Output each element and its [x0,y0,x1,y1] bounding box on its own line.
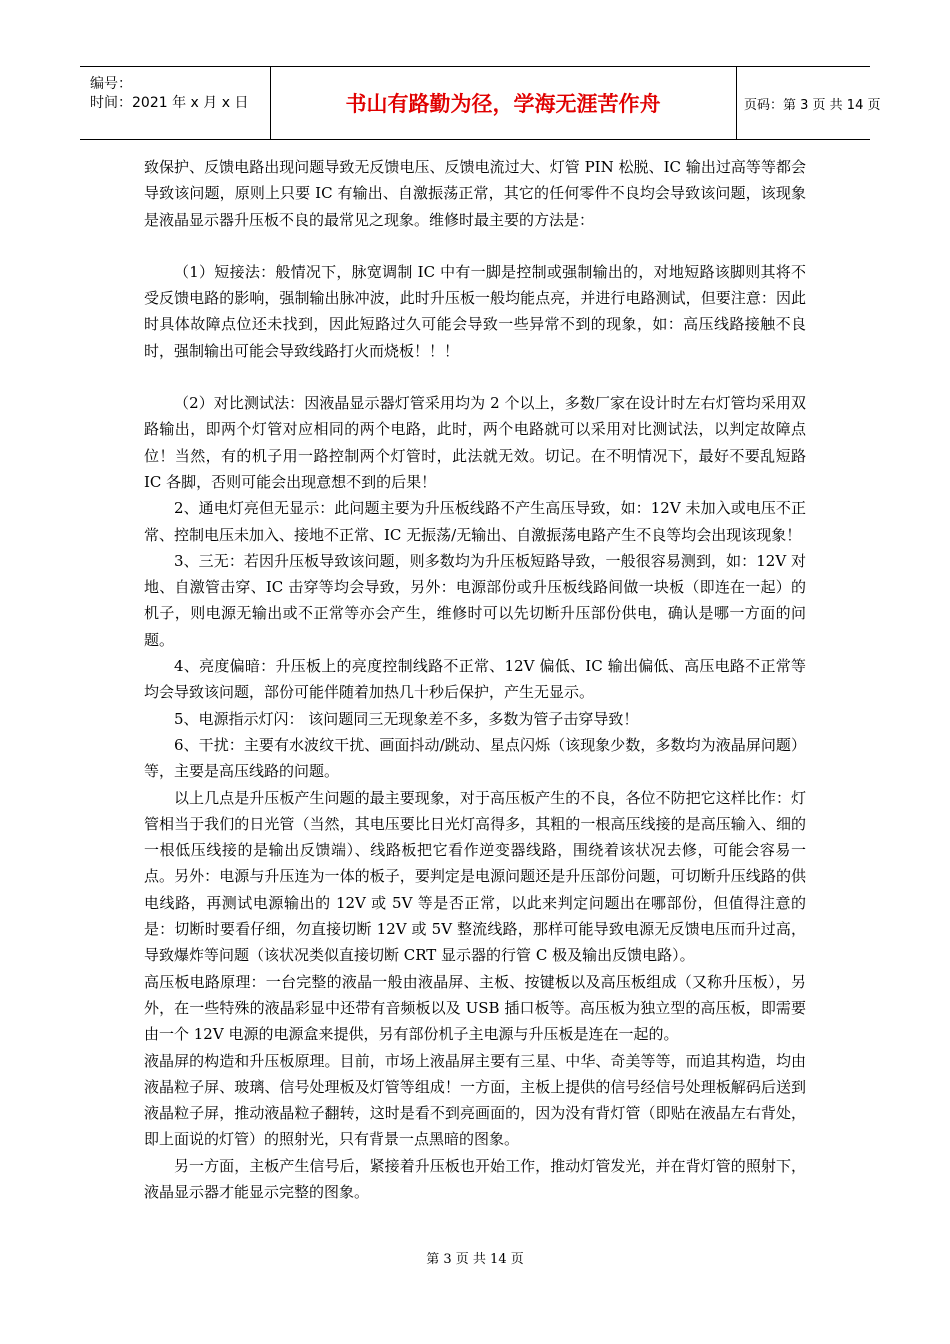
header-page-label: 页码：第 3 页 共 14 页 [744,97,881,113]
number-label: 编号： [90,76,132,92]
header-motto: 书山有路勤为径，学海无涯苦作舟 [270,67,737,139]
paragraph: 液晶屏的构造和升压板原理。目前，市场上液晶屏主要有三星、中华、奇美等等，而追其构造，均由液晶粒子屏、玻璃、信号处理板及灯管等组成！一方面，主板上提供的信号经信号处理板解码后送到液晶粒子屏，推动液晶粒子翻转，这时是看不到亮画面的，因为没有背灯管（即贴在液晶左右背处，即上面说的灯管）的照射光，只有背景一点黑暗的图象。 [144,1051,806,1149]
paragraph: 高压板电路原理：一台完整的液晶一般由液晶屏、主板、按键板以及高压板组成（又称升压板），另外，在一些特殊的液晶彩显中还带有音频板以及 USB 插口板等。高压板为独立型的高压板，即需要由一个 12V 电源的电源盒来提供，另有部份机子主电源与升压板是连在一起的。 [144,972,806,1044]
page-footer: 第 3 页 共 14 页 [426,1252,524,1267]
paragraph: 以上几点是升压板产生问题的最主要现象，对于高压板产生的不良，各位不防把它这样比作：灯管相当于我们的日光管（当然，其电压要比日光灯高得多，其粗的一根高压线接的是高压输入、细的一根低压线接的是输出反馈端）、线路板把它看作逆变器线路，围绕着该状况去修，可能会容易一点。另外：电源与升压连为一体的板子，要判定是电源问题还是升压部份问题，可切断升压线路的供电线路，再测试电源输出的 12V 或 5V 等是否正常，以此来判定问题出在哪部份，但值得注意的是：切断时要看仔细，勿直接切断 12V 或 5V 整流线路，那样可能导致电源无反馈电压而升过高，导致爆炸等问题（该状况类似直接切断 CRT 显示器的行管 C 极及输出反馈电路）。 [144,788,806,965]
paragraph: 另一方面，主板产生信号后，紧接着升压板也开始工作，推动灯管发光，并在背灯管的照射下，液晶显示器才能显示完整的图象。 [144,1156,806,1201]
paragraph: 2、通电灯亮但无显示：此问题主要为升压板线路不产生高压导致，如：12V 未加入或电压不正常、控制电压未加入、接地不正常、IC 无振荡/无输出、自激振荡电路产生不良等均会出现该现象！ [144,499,806,544]
paragraph: 致保护、反馈电路出现问题导致无反馈电压、反馈电流过大、灯管 PIN 松脱、IC 输出过高等等都会导致该问题，原则上只要 IC 有输出、自激振荡正常，其它的任何零件不良均会导致该问题，该现象是液晶显示器升压板不良的最常见之现象。维修时最主要的方法是： [144,158,806,229]
paragraph: （1）短接法：般情况下，脉宽调制 IC 中有一脚是控制或强制输出的，对地短路该脚则其将不受反馈电路的影响，强制输出脉冲波，此时升压板一般均能点亮，并进行电路测试，但要注意：因此时具体故障点位还未找到，因此短路过久可能会导致一些异常不到的现象，如：高压线路接触不良时，强制输出可能会导致线路打火而烧板！！！ [144,262,806,360]
header-meta [80,67,271,139]
paragraph: 3、三无：若因升压板导致该问题，则多数均为升压板短路导致，一般很容易测到，如：12V 对地、自激管击穿、IC 击穿等均会导致，另外：电源部份或升压板线路间做一块板（即连在一起）的机子，则电源无输出或不正常等亦会产生，维修时可以先切断升压部份供电，确认是哪一方面的问题。 [144,551,806,649]
paragraph: 4、亮度偏暗：升压板上的亮度控制线路不正常、12V 偏低、IC 输出偏低、高压电路不正常等均会导致该问题，部份可能伴随着加热几十秒后保护，产生无显示。 [144,657,806,702]
paragraph: 6、干扰：主要有水波纹干扰、画面抖动/跳动、星点闪烁（该现象少数，多数均为液晶屏问题）等，主要是高压线路的问题。 [144,735,806,781]
time-label: 时间：2021 年 x 月 x 日 [90,95,249,111]
document-body [144,154,806,1205]
page-header [80,66,881,140]
paragraph: 5、电源指示灯闪： 该问题同三无现象差不多，多数为管子击穿导致！ [174,709,639,728]
paragraph: （2）对比测试法：因液晶显示器灯管采用均为 2 个以上，多数厂家在设计时左右灯管均采用双路输出，即两个灯管对应相同的两个电路，此时，两个电路就可以采用对比测试法，以判定故障点位！当然，有的机子用一路控制两个灯管时，此法就无效。切记。在不明情况下，最好不要乱短路 IC 各脚，否则可能会出现意想不到的后果！ [144,394,806,491]
